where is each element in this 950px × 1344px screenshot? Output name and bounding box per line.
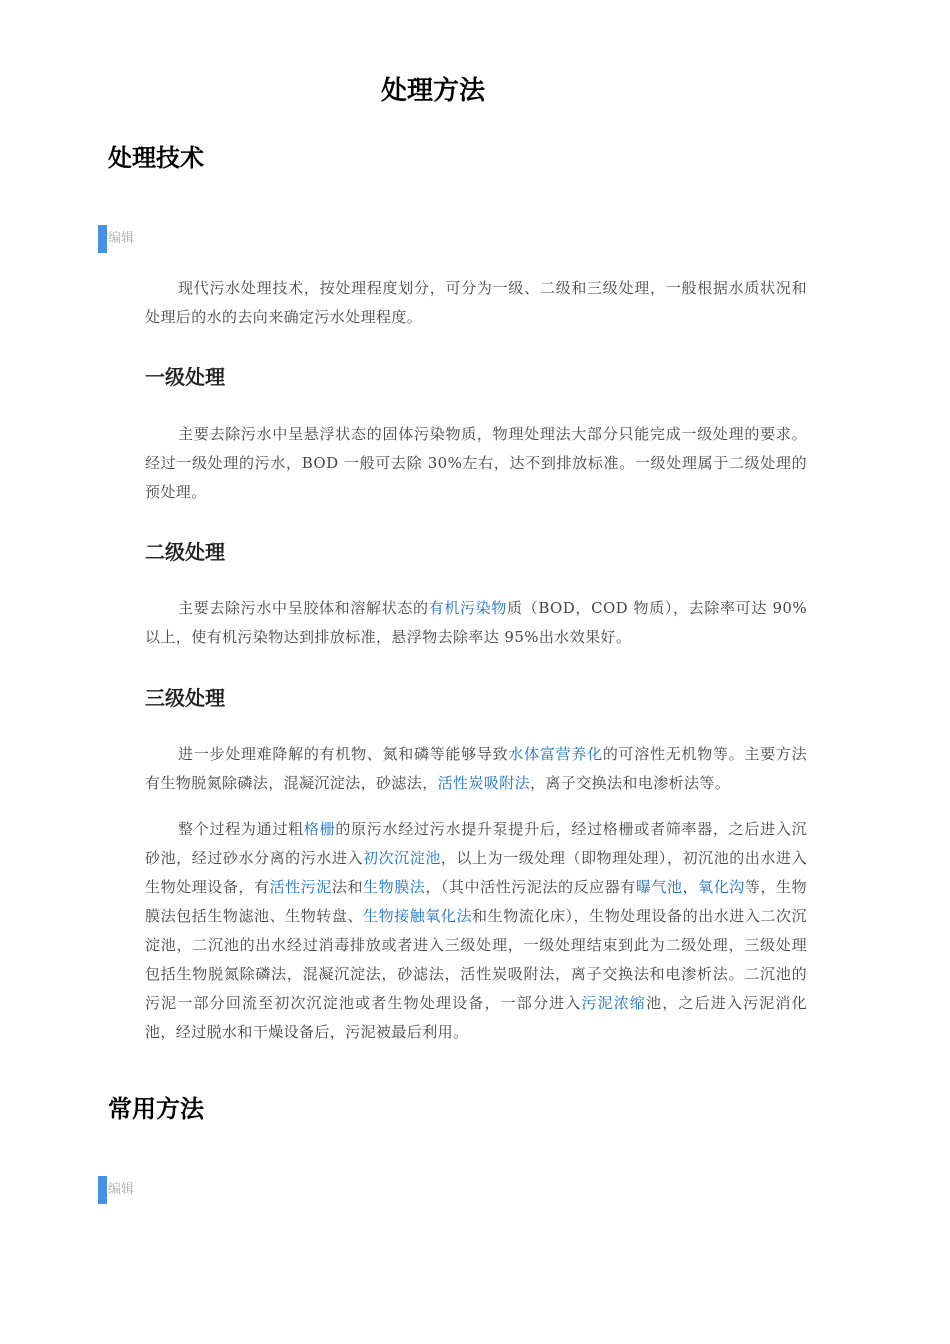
intro-paragraph: 现代污水处理技术，按处理程度划分，可分为一级、二级和三级处理，一般根据水质状况和处理后的水的去向来确定污水处理程度。 bbox=[145, 279, 807, 326]
link-grille[interactable]: 格栅 bbox=[303, 820, 336, 838]
text-run: 进一步处理难降解的有机物、氮和磷等能够导致 bbox=[178, 745, 509, 763]
text-run: 等，生物膜法包括生物滤池、生物转盘、 bbox=[145, 878, 807, 925]
text-run: ， bbox=[682, 878, 699, 896]
link-primary-sedimentation-tank[interactable]: 初次沉淀池 bbox=[363, 849, 441, 867]
link-oxidation-ditch[interactable]: 氧化沟 bbox=[698, 878, 745, 896]
link-biofilm-method[interactable]: 生物膜法 bbox=[363, 878, 426, 896]
process-paragraph bbox=[145, 815, 807, 1047]
link-biological-contact-oxidation[interactable]: 生物接触氧化法 bbox=[363, 907, 473, 925]
edit-button-processing-technology[interactable] bbox=[98, 225, 298, 253]
text-run: ，以上为一级处理（即物理处理），初沉池的出水进入生物处理设备，有 bbox=[145, 849, 807, 896]
link-aeration-tank[interactable]: 曝气池 bbox=[635, 878, 683, 896]
text-run: 主要去除污水中呈胶体和溶解状态的 bbox=[178, 599, 429, 617]
link-activated-carbon-adsorption[interactable]: 活性炭吸附法 bbox=[437, 774, 531, 792]
subheading-secondary-treatment: 二级处理 bbox=[145, 540, 225, 564]
link-eutrophication[interactable]: 水体富营养化 bbox=[508, 745, 603, 763]
text-run: ，（其中活性污泥法的反应器有 bbox=[425, 878, 636, 896]
link-activated-sludge[interactable]: 活性污泥 bbox=[269, 878, 332, 896]
secondary-treatment-paragraph bbox=[145, 594, 807, 652]
subheading-primary-treatment: 一级处理 bbox=[145, 365, 225, 389]
edit-label: 编辑 bbox=[108, 1182, 135, 1197]
text-run: ，离子交换法和电渗析法等。 bbox=[530, 774, 731, 792]
link-sludge-thickening[interactable]: 污泥浓缩 bbox=[581, 994, 647, 1012]
subheading-tertiary-treatment: 三级处理 bbox=[145, 686, 225, 710]
text-run: 整个过程为通过粗 bbox=[178, 820, 304, 838]
primary-treatment-paragraph: 主要去除污水中呈悬浮状态的固体污染物质，物理处理法大部分只能完成一级处理的要求。经过一级处理的污水，BOD 一般可去除 30%左右，达不到排放标准。一级处理属于二级处理的预处理。 bbox=[145, 425, 807, 501]
text-run: 质（BOD，COD 物质），去除率可达 90%以上，使有机污染物达到排放标准，悬浮物去除率达 95%出水效果好。 bbox=[145, 599, 807, 646]
section-heading-processing-technology: 处理技术 bbox=[108, 144, 204, 172]
text-run: 法和 bbox=[331, 878, 364, 896]
text-run: 的可溶性无机物等。主要方法有生物脱氮除磷法，混凝沉淀法，砂滤法， bbox=[145, 745, 808, 792]
document-title: 处理方法 bbox=[380, 76, 485, 106]
section-heading-common-methods: 常用方法 bbox=[108, 1095, 204, 1123]
edit-button-common-methods[interactable] bbox=[98, 1176, 298, 1204]
edit-label: 编辑 bbox=[108, 231, 135, 246]
edit-marker-bar bbox=[98, 1176, 107, 1204]
text-run: 池，之后进入污泥消化池，经过脱水和干燥设备后，污泥被最后利用。 bbox=[145, 994, 807, 1041]
tertiary-treatment-paragraph bbox=[145, 740, 807, 798]
text-run: 的原污水经过污水提升泵提升后，经过格栅或者筛率器，之后进入沉砂池，经过砂水分离的污水进入 bbox=[145, 820, 807, 867]
text-run: 和生物流化床），生物处理设备的出水进入二次沉淀池，二沉池的出水经过消毒排放或者进入三级处理，一级处理结束到此为二级处理，三级处理包括生物脱氮除磷法，混凝沉淀法，砂滤法，活性炭吸附法，离子交换法和电渗析法。二沉池的污泥一部分回流至初次沉淀池或者生物处理设备，一部分进入 bbox=[145, 907, 807, 1012]
link-organic-pollutants[interactable]: 有机污染物 bbox=[428, 599, 507, 617]
edit-marker-bar bbox=[98, 225, 107, 253]
